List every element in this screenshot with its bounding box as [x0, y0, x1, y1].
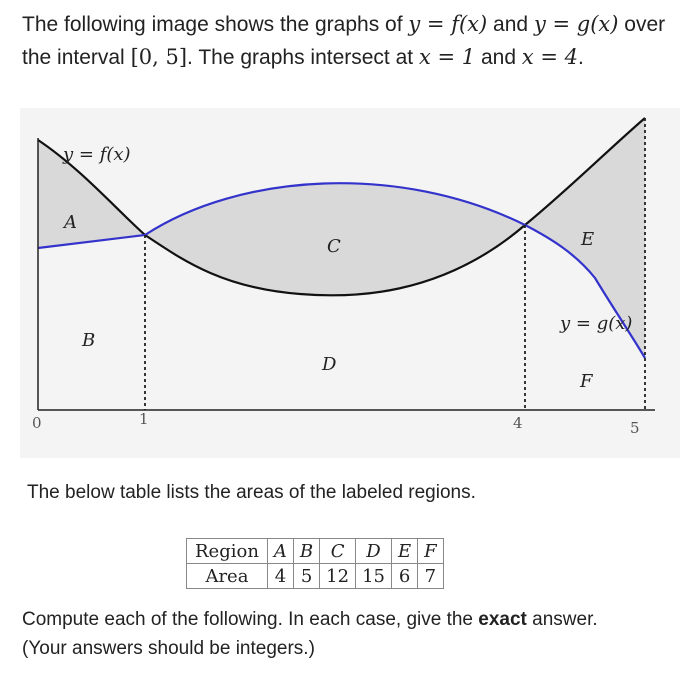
- table-cell: E: [391, 539, 417, 564]
- region-d-label: D: [322, 354, 337, 375]
- expr-y-equals-g: y = g(x): [533, 12, 619, 36]
- intro-and-2: and: [480, 46, 517, 69]
- region-c-label: C: [327, 236, 341, 257]
- table-cell: B: [293, 539, 319, 564]
- table-cell: C: [320, 539, 356, 564]
- question-bold-exact: exact: [478, 609, 527, 630]
- tick-4: 4: [513, 414, 523, 432]
- region-row-header: Region: [187, 539, 268, 564]
- graph-svg: [20, 108, 680, 458]
- intro-and: and: [493, 13, 529, 36]
- g-curve-label: y = g(x): [560, 313, 633, 334]
- areas-table: [186, 538, 444, 589]
- table-cell: 6: [391, 564, 417, 589]
- table-cell: D: [356, 539, 392, 564]
- question-text-1: Compute each of the following. In each case, give the: [22, 609, 473, 630]
- tick-0: 0: [32, 414, 42, 432]
- region-a-label: A: [64, 212, 77, 233]
- table-caption: The below table lists the areas of the labeled regions.: [27, 482, 476, 503]
- question-text-3: (Your answers should be integers.): [22, 638, 315, 659]
- region-b-label: B: [82, 330, 96, 351]
- intro-text-3: . The graphs intersect at: [187, 46, 414, 69]
- table-cell: 4: [267, 564, 293, 589]
- region-e-label: E: [581, 229, 595, 250]
- expr-x-equals-4: x = 4: [521, 45, 579, 69]
- question-text-2: answer.: [532, 609, 598, 630]
- region-f-label: F: [580, 371, 593, 392]
- table-cell: 5: [293, 564, 319, 589]
- table-cell: F: [418, 539, 444, 564]
- intro-end: .: [578, 46, 584, 69]
- intro-text-2: over the interval: [22, 13, 666, 69]
- problem-intro: [22, 8, 682, 74]
- question-text: [22, 605, 682, 663]
- expr-y-equals-f: y = f(x): [408, 12, 488, 36]
- table-cell: A: [267, 539, 293, 564]
- graph-figure: [20, 108, 680, 458]
- table-row: [187, 564, 444, 589]
- expr-x-equals-1: x = 1: [418, 45, 476, 69]
- tick-5: 5: [630, 419, 640, 437]
- tick-1: 1: [139, 410, 149, 428]
- table-cell: 12: [320, 564, 356, 589]
- f-curve-label: y = f(x): [63, 144, 131, 165]
- area-row-header: Area: [187, 564, 268, 589]
- table-cell: 15: [356, 564, 392, 589]
- intro-text-1: The following image shows the graphs of: [22, 13, 403, 36]
- expr-interval: [0, 5]: [130, 45, 188, 69]
- table-cell: 7: [418, 564, 444, 589]
- table-row: [187, 539, 444, 564]
